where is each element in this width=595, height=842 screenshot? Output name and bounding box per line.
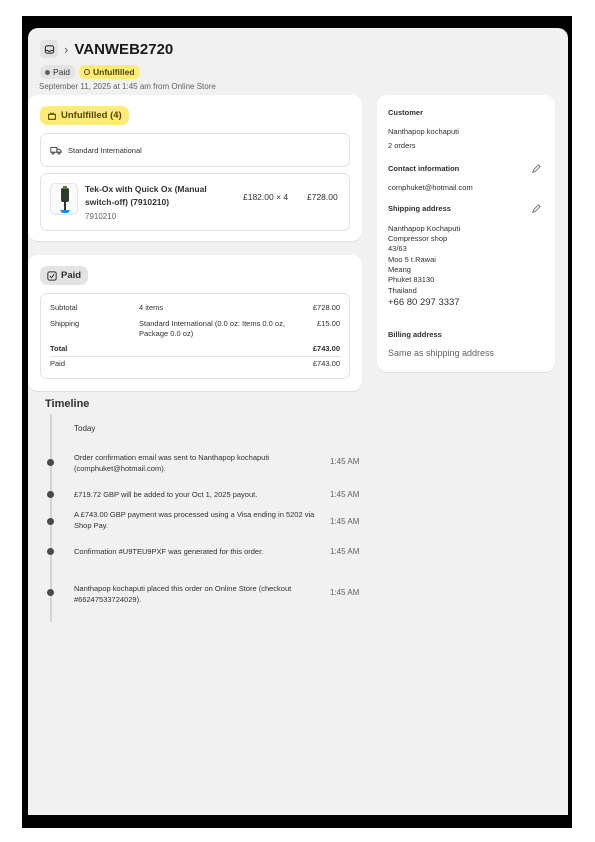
customer-email-link[interactable]: comphuket@hotmail.com: [388, 183, 473, 192]
dot-icon: [45, 70, 50, 75]
timeline-event[interactable]: £719.72 GBP will be added to your Oct 1, 2025 payout.: [74, 490, 258, 499]
unit-price-quantity: £182.00 × 4: [243, 192, 289, 202]
timeline-dot: [47, 491, 54, 498]
unfulfilled-status-badge: Unfulfilled: [79, 65, 140, 79]
product-thumbnail[interactable]: [50, 183, 78, 215]
timeline-time: 1:45 AM: [330, 588, 360, 597]
order-page: [28, 28, 568, 815]
payment-card: [28, 255, 362, 391]
customer-heading: Customer: [388, 108, 424, 117]
breadcrumb-separator: ›: [64, 41, 69, 57]
address-line: Phuket 83130: [388, 275, 435, 284]
shipping-address-heading: Shipping address: [388, 204, 451, 213]
timeline-time: 1:45 AM: [330, 457, 360, 466]
order-inbox-icon[interactable]: [40, 40, 58, 58]
line-total: £728.00: [307, 192, 338, 202]
shipping-method-box: [40, 133, 350, 167]
package-icon: [47, 111, 57, 121]
customer-phone: +66 80 297 3337: [388, 297, 460, 308]
contact-heading: Contact information: [388, 164, 460, 173]
customer-card: [377, 95, 555, 372]
ring-icon: [84, 69, 90, 75]
timeline-dot: [47, 589, 54, 596]
product-sku: 7910210: [85, 212, 117, 221]
customer-name-link[interactable]: Nanthapop kochaputi: [388, 127, 459, 136]
timeline-time: 1:45 AM: [330, 517, 360, 526]
edit-contact-icon[interactable]: [531, 164, 541, 174]
order-header: [40, 40, 216, 91]
paid-badge: Paid: [40, 266, 88, 285]
billing-same-text: Same as shipping address: [388, 348, 495, 358]
billing-address-heading: Billing address: [388, 330, 442, 339]
shipping-method-label: Standard International: [68, 145, 142, 155]
line-item: [40, 173, 350, 231]
address-line: Nanthapop Kochaputi: [388, 224, 461, 233]
product-name-link[interactable]: Tek-Ox with Quick Ox (Manual switch-off) (7910210): [85, 184, 207, 207]
address-line: Meang: [388, 265, 411, 274]
paid-status-badge: Paid: [40, 65, 75, 79]
order-date: September 11, 2025 at 1:45 am from Online Store: [39, 82, 216, 91]
timeline-time: 1:45 AM: [330, 547, 360, 556]
truck-icon: [50, 146, 62, 155]
page-title: VANWEB2720: [74, 40, 174, 58]
summary-divider: [50, 356, 340, 357]
timeline-event[interactable]: A £743.00 GBP payment was processed using a Visa ending in 5202 via Shop Pay.: [74, 510, 315, 530]
timeline-event[interactable]: Order confirmation email was sent to Nanthapop kochaputi (comphuket@hotmail.com).: [74, 453, 270, 473]
timeline-dot: [47, 518, 54, 525]
timeline-dot: [47, 548, 54, 555]
address-line: 43/63: [388, 244, 407, 253]
unfulfilled-count-badge: Unfulfilled (4): [40, 106, 129, 125]
address-line: Moo 5 t.Rawai: [388, 255, 436, 264]
edit-shipping-icon[interactable]: [531, 204, 541, 214]
payment-summary: Subtotal 4 items £728.00 Shipping Standard International (0.0 oz: Items 0.0 oz, Package 0.0 oz) £15.00 Total £743.00 Paid £743.00: [40, 293, 350, 379]
checkbox-icon: [47, 271, 57, 281]
timeline-today-label: Today: [74, 424, 96, 433]
address-line: Compressor shop: [388, 234, 448, 243]
timeline-heading: Timeline: [45, 398, 90, 410]
customer-orders-link[interactable]: 2 orders: [388, 141, 416, 150]
timeline-event[interactable]: Confirmation #U9TEU9PXF was generated for this order.: [74, 547, 264, 556]
timeline-time: 1:45 AM: [330, 490, 360, 499]
fulfillment-card: [28, 95, 362, 241]
address-line: Thailand: [388, 286, 417, 295]
timeline-event[interactable]: Nanthapop kochaputi placed this order on Online Store (checkout #66247533724029).: [74, 584, 292, 604]
timeline-dot: [47, 459, 54, 466]
